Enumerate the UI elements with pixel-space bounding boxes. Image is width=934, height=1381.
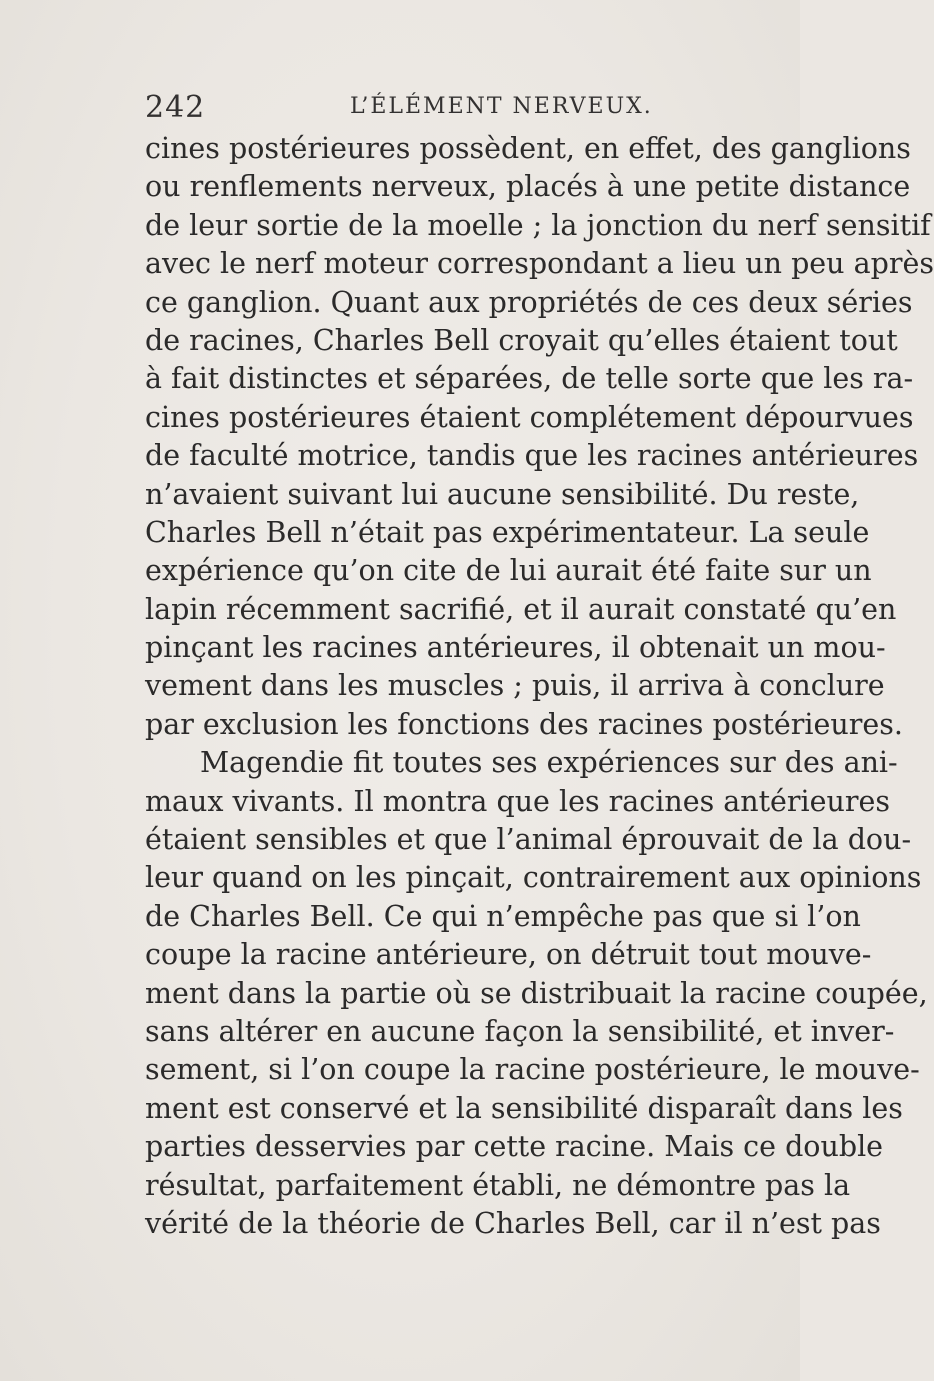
text-line: leur quand on les pinçait, contrairement aux opinions <box>145 861 922 895</box>
text-line: sement, si l’on coupe la racine postérieure, le mouve- <box>145 1053 920 1087</box>
text-line: avec le nerf moteur correspondant a lieu un peu après <box>145 247 934 281</box>
text-line: de racines, Charles Bell croyait qu’elles étaient tout <box>145 323 898 357</box>
page-number: 242 <box>145 90 206 125</box>
page-header <box>145 90 785 130</box>
text-line: ce ganglion. Quant aux propriétés de ces deux séries <box>145 285 913 319</box>
text-line: n’avaient suivant lui aucune sensibilité. Du reste, <box>145 477 860 511</box>
text-line: Magendie fit toutes ses expériences sur des ani- <box>200 746 898 780</box>
text-line: parties desservies par cette racine. Mais ce double <box>145 1130 884 1164</box>
text-line: cines postérieures étaient complétement dépourvues <box>145 400 914 434</box>
text-line: lapin récemment sacrifié, et il aurait constaté qu’en <box>145 592 897 626</box>
text-line: étaient sensibles et que l’animal éprouvait de la dou- <box>145 823 912 857</box>
text-line: de Charles Bell. Ce qui n’empêche pas que si l’on <box>145 899 861 933</box>
text-line: ment est conservé et la sensibilité disparaît dans les <box>145 1091 903 1125</box>
running-head: L’ÉLÉMENT NERVEUX. <box>350 94 653 119</box>
text-line: maux vivants. Il montra que les racines antérieures <box>145 784 890 818</box>
text-line: cines postérieures possèdent, en effet, des ganglions <box>145 132 911 165</box>
text-line: sans altérer en aucune façon la sensibilité, et inver- <box>145 1014 895 1048</box>
text-line: de faculté motrice, tandis que les racines antérieures <box>145 439 919 473</box>
text-line: pinçant les racines antérieures, il obtenait un mou- <box>145 631 886 665</box>
text-line: vérité de la théorie de Charles Bell, car il n’est pas <box>145 1206 881 1240</box>
text-line: ment dans la partie où se distribuait la racine coupée, <box>145 976 928 1010</box>
text-line: coupe la racine antérieure, on détruit tout mouve- <box>145 938 872 972</box>
text-line: expérience qu’on cite de lui aurait été faite sur un <box>145 554 872 588</box>
text-line: vement dans les muscles ; puis, il arriva à conclure <box>145 669 885 703</box>
text-line: ou renflements nerveux, placés à une petite distance <box>145 170 911 204</box>
text-line: de leur sortie de la moelle ; la jonction du nerf sensitif <box>145 208 931 242</box>
text-line: résultat, parfaitement établi, ne démontre pas la <box>145 1168 851 1202</box>
body-text <box>145 130 934 1243</box>
text-line: à fait distinctes et séparées, de telle sorte que les ra- <box>145 362 914 396</box>
text-line: par exclusion les fonctions des racines postérieures. <box>145 707 903 741</box>
text-line: Charles Bell n’était pas expérimentateur. La seule <box>145 515 870 549</box>
